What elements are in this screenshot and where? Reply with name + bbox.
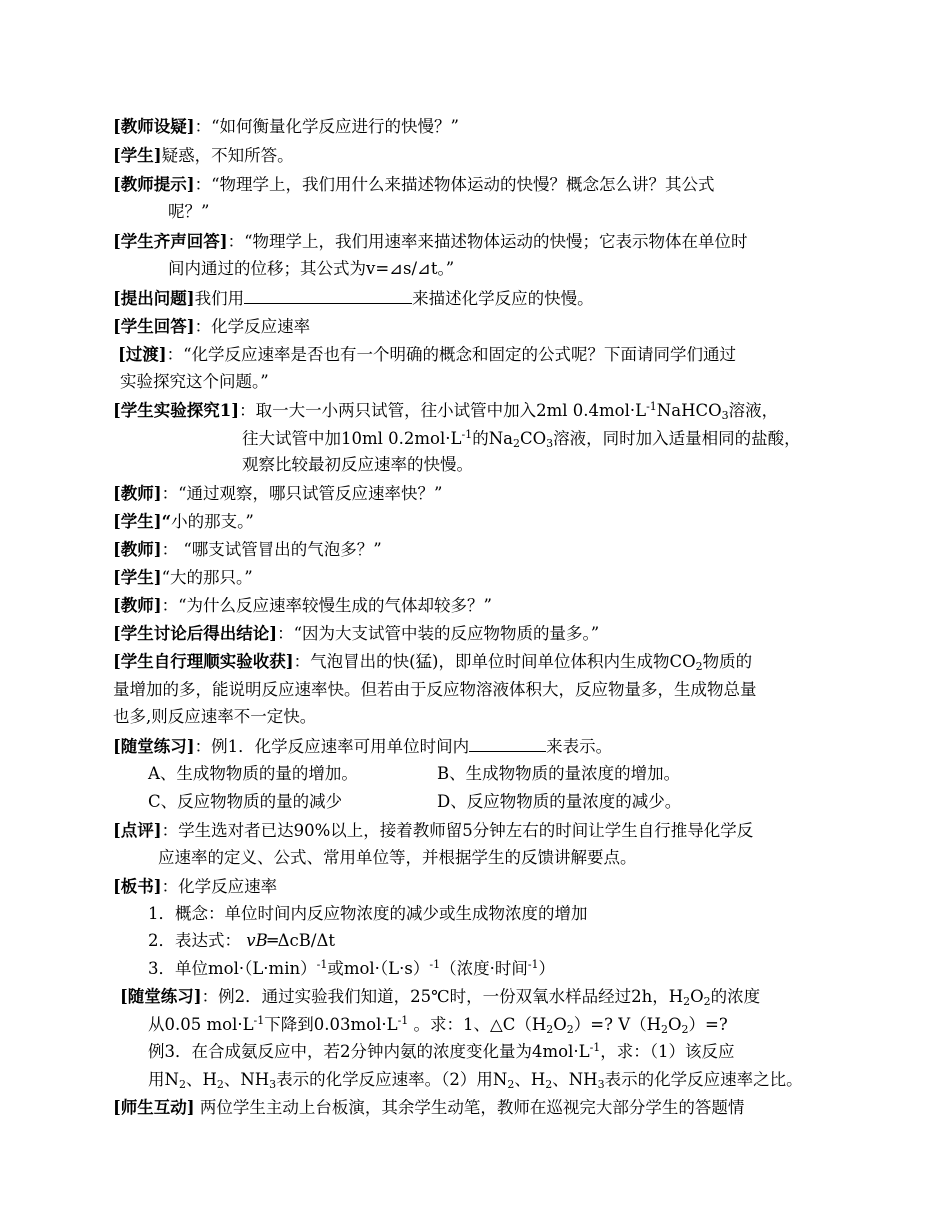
line-teacher-1: [教师]：“通过观察，哪只试管反应速率快？” [113,484,443,503]
line-student-summary-cont: 量增加的多，能说明反应速率快。但若由于反应物溶液体积大，反应物量多，生成物总量 [113,680,757,699]
line-student-1: [学生]“小的那支。” [113,512,254,531]
option-c: C、反应物物质的量的减少 [148,792,343,811]
line-comment: [点评]：学生选对者已达90%以上，接着教师留5分钟左右的时间让学生自行推导化学反 [113,821,754,840]
line-transition: [过渡]：“化学反应速率是否也有一个明确的概念和固定的公式呢？下面请同学们通过 [118,345,737,364]
line-exercise-3: 例3．在合成氨反应中，若2分钟内氨的浓度变化量为$4mol\cdot L^{-1}$，求：（1）该反应 [148,1041,735,1061]
line-teacher-3: [教师]：“为什么反应速率较慢生成的气体却较多？” [113,596,492,615]
line-teacher-hint-cont: 呢？” [168,202,210,221]
fill-blank [244,287,412,304]
line-experiment-1: [学生实验探究1]：取一大一小两只试管，往小试管中加入2ml $0.4mol\cdot L^{-1}NaHCO_3$溶液， [113,400,779,422]
line-student-answer: [学生回答]：化学反应速率 [113,317,311,336]
fill-blank [469,735,546,752]
line-teacher-question: [教师设疑]：“如何衡量化学反应进行的快慢？” [113,117,459,136]
line-raise-question: [提出问题]我们用 来描述化学反应的快慢。 [113,289,594,308]
line-transition-cont: 实验探究这个问题。” [120,372,269,391]
option-a: A、生成物物质的量的增加。 [148,764,358,783]
line-exercise-2: [随堂练习]：例2．通过实验我们知道，25℃时，一份双氧水样品经过2h，$H_2O_2$的浓度 [120,987,761,1008]
option-d: D、反应物物质的量浓度的减少。 [437,792,682,811]
board-item-2: 2．表达式： vB═ΔcB/Δt [148,931,336,950]
line-student-2: [学生]“大的那只。” [113,568,253,587]
option-b: B、生成物物质的量浓度的增加。 [437,764,681,783]
line-student-conclusion: [学生讨论后得出结论]：“因为大支试管中装的反应物物质的量多。” [113,624,600,643]
line-student-summary: [学生自行理顺实验收获]：气泡冒出的快(猛)，即单位时间单位体积内生成物$CO_2$物质的 [113,652,753,673]
line-exercise-3-cont: 用$N_2$、$H_2$、$NH_3$表示的化学反应速率。（2）用$N_2$、$H_2$、$NH_3$表示的化学反应速率之比。 [148,1070,803,1091]
line-student-summary-cont2: 也多,则反应速率不一定快。 [113,707,317,726]
line-interaction: [师生互动] 两位学生主动上台板演，其余学生动笔，教师在巡视完大部分学生的答题情 [113,1098,745,1117]
line-exercise-1: [随堂练习]：例1．化学反应速率可用单位时间内 来表示。 [113,737,613,756]
line-student-confused: [学生]疑惑，不知所答。 [113,146,294,165]
line-blackboard: [板书]：化学反应速率 [113,877,278,896]
line-teacher-hint: [教师提示]：“物理学上，我们用什么来描述物体运动的快慢？概念怎么讲？其公式 [113,175,715,194]
board-item-1: 1．概念：单位时间内反应物浓度的减少或生成物浓度的增加 [148,904,588,923]
line-comment-cont: 应速率的定义、公式、常用单位等，并根据学生的反馈讲解要点。 [158,848,637,867]
board-item-3: 3．单位$mol\cdot(L\cdot\min)^{-1}$或$mol\cdot(L\cdot s)^{-1}$（浓度·时间$^{-1}$） [148,958,556,978]
line-experiment-1-cont: 往大试管中加10ml $0.2mol\cdot L^{-1}$的$Na_2CO_3$溶液，同时加入适量相同的盐酸， [242,428,801,450]
line-experiment-1-cont2: 观察比较最初反应速率的快慢。 [242,455,473,474]
line-teacher-2: [教师]： “哪支试管冒出的气泡多？” [113,540,382,559]
line-student-chorus: [学生齐声回答]：“物理学上，我们用速率来描述物体运动的快慢；它表示物体在单位时 [113,232,748,251]
line-student-chorus-cont: 间内通过的位移；其公式为v=⊿s/⊿t。” [168,259,455,278]
line-exercise-2-cont: 从0.05 $mol\cdot L^{-1}$下降到$0.03mol\cdot L^{-1}$ 。求：1、$\triangle C(H_2O_2)=$? $V(H_2O_2)=$? [148,1014,728,1036]
